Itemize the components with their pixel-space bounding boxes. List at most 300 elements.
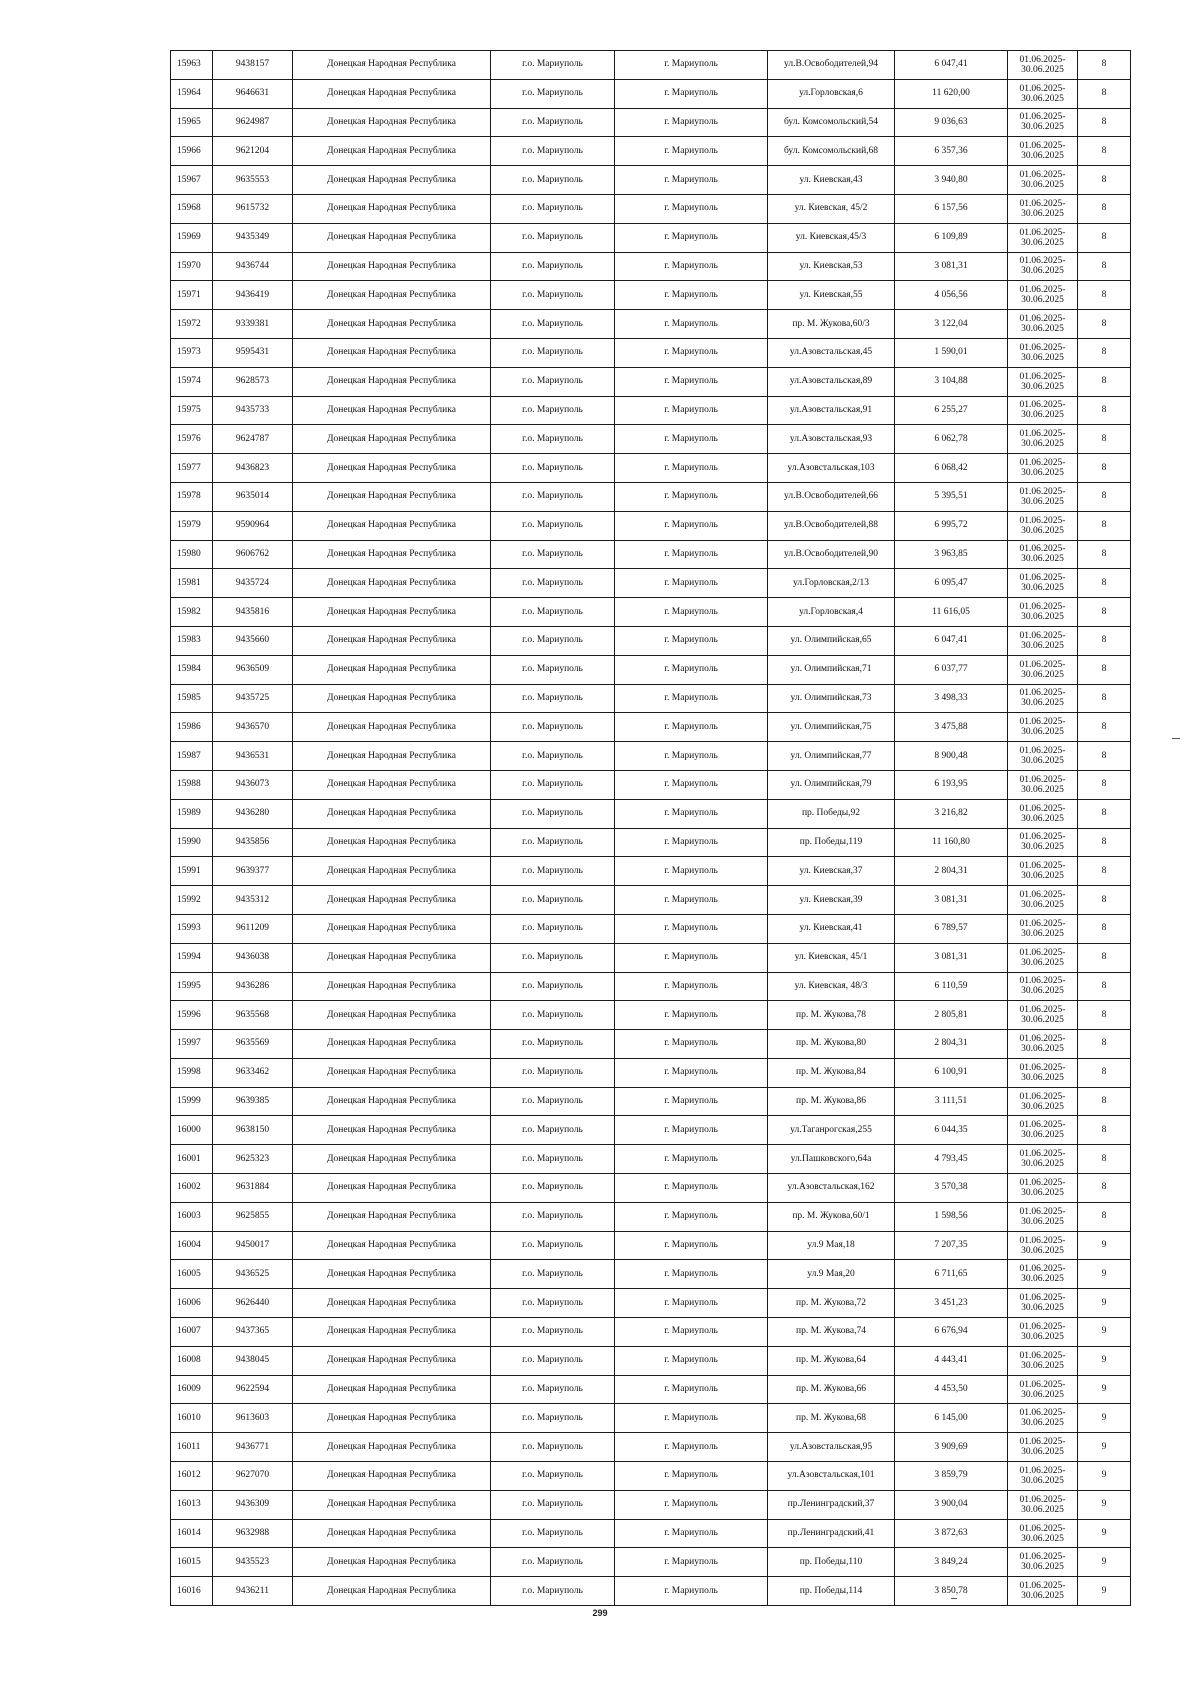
address-cell: ул. Олимпийская,77 bbox=[768, 742, 895, 771]
region-cell: Донецкая Народная Республика bbox=[293, 51, 491, 80]
period-end: 30.06.2025 bbox=[1021, 381, 1064, 392]
address-cell: ул.Азовстальская,95 bbox=[768, 1433, 895, 1462]
district-cell: г.о. Мариуполь bbox=[491, 511, 615, 540]
table-row bbox=[171, 1174, 1131, 1203]
table-row bbox=[171, 1260, 1131, 1289]
value-cell: 9 bbox=[1078, 1260, 1131, 1289]
region-cell: Донецкая Народная Республика bbox=[293, 569, 491, 598]
period-end: 30.06.2025 bbox=[1021, 784, 1064, 795]
row-number-cell: 15971 bbox=[171, 281, 213, 310]
address-cell: ул.Горловская,6 bbox=[768, 79, 895, 108]
district-cell: г.о. Мариуполь bbox=[491, 886, 615, 915]
account-id-cell: 9628573 bbox=[213, 367, 293, 396]
value-cell: 8 bbox=[1078, 857, 1131, 886]
value-cell: 8 bbox=[1078, 425, 1131, 454]
amount-cell: 6 255,27 bbox=[895, 396, 1008, 425]
period-cell bbox=[1008, 482, 1078, 511]
value-cell: 9 bbox=[1078, 1548, 1131, 1577]
table-row bbox=[171, 367, 1131, 396]
value-cell: 8 bbox=[1078, 281, 1131, 310]
district-cell: г.о. Мариуполь bbox=[491, 684, 615, 713]
city-cell: г. Мариуполь bbox=[615, 799, 768, 828]
account-id-cell: 9631884 bbox=[213, 1174, 293, 1203]
row-number-cell: 16010 bbox=[171, 1404, 213, 1433]
city-cell: г. Мариуполь bbox=[615, 713, 768, 742]
table-row bbox=[171, 1058, 1131, 1087]
region-cell: Донецкая Народная Республика bbox=[293, 1462, 491, 1491]
table-row bbox=[171, 972, 1131, 1001]
value-cell: 8 bbox=[1078, 713, 1131, 742]
period-cell bbox=[1008, 626, 1078, 655]
period-end: 30.06.2025 bbox=[1021, 180, 1064, 191]
period-end: 30.06.2025 bbox=[1021, 1591, 1064, 1602]
address-cell: пр. М. Жукова,64 bbox=[768, 1346, 895, 1375]
period-cell bbox=[1008, 943, 1078, 972]
period-end: 30.06.2025 bbox=[1021, 583, 1064, 594]
period-start: 01.06.2025- bbox=[1019, 1293, 1066, 1304]
address-cell: пр.Ленинградский,37 bbox=[768, 1490, 895, 1519]
address-cell: пр. М. Жукова,86 bbox=[768, 1087, 895, 1116]
period-start: 01.06.2025- bbox=[1019, 458, 1066, 469]
period-cell bbox=[1008, 367, 1078, 396]
period-cell bbox=[1008, 223, 1078, 252]
value-cell: 8 bbox=[1078, 914, 1131, 943]
row-number-cell: 15966 bbox=[171, 137, 213, 166]
table-row bbox=[171, 1145, 1131, 1174]
account-id-cell: 9626440 bbox=[213, 1289, 293, 1318]
period-cell bbox=[1008, 598, 1078, 627]
address-cell: пр. М. Жукова,78 bbox=[768, 1001, 895, 1030]
amount-cell: 3 081,31 bbox=[895, 252, 1008, 281]
region-cell: Донецкая Народная Республика bbox=[293, 742, 491, 771]
district-cell: г.о. Мариуполь bbox=[491, 626, 615, 655]
account-id-cell: 9639385 bbox=[213, 1087, 293, 1116]
period-cell bbox=[1008, 137, 1078, 166]
address-cell: ул. Киевская, 45/2 bbox=[768, 194, 895, 223]
district-cell: г.о. Мариуполь bbox=[491, 223, 615, 252]
amount-cell: 6 676,94 bbox=[895, 1318, 1008, 1347]
account-id-cell: 9339381 bbox=[213, 310, 293, 339]
period-end: 30.06.2025 bbox=[1021, 1389, 1064, 1400]
city-cell: г. Мариуполь bbox=[615, 137, 768, 166]
row-number-cell: 16015 bbox=[171, 1548, 213, 1577]
period-cell bbox=[1008, 1548, 1078, 1577]
period-end: 30.06.2025 bbox=[1021, 64, 1064, 75]
row-number-cell: 15992 bbox=[171, 886, 213, 915]
address-cell: бул. Комсомольский,68 bbox=[768, 137, 895, 166]
period-end: 30.06.2025 bbox=[1021, 1187, 1064, 1198]
period-cell bbox=[1008, 1404, 1078, 1433]
district-cell: г.о. Мариуполь bbox=[491, 972, 615, 1001]
period-start: 01.06.2025- bbox=[1019, 1379, 1066, 1390]
city-cell: г. Мариуполь bbox=[615, 1318, 768, 1347]
amount-cell: 3 859,79 bbox=[895, 1462, 1008, 1491]
account-id-cell: 9436419 bbox=[213, 281, 293, 310]
amount-cell: 6 193,95 bbox=[895, 770, 1008, 799]
address-cell: ул. Олимпийская,65 bbox=[768, 626, 895, 655]
amount-cell: 6 062,78 bbox=[895, 425, 1008, 454]
value-cell: 8 bbox=[1078, 770, 1131, 799]
row-number-cell: 15982 bbox=[171, 598, 213, 627]
table-row bbox=[171, 742, 1131, 771]
table-row bbox=[171, 51, 1131, 80]
amount-cell: 8 900,48 bbox=[895, 742, 1008, 771]
value-cell: 8 bbox=[1078, 828, 1131, 857]
amount-cell: 2 804,31 bbox=[895, 857, 1008, 886]
account-id-cell: 9436525 bbox=[213, 1260, 293, 1289]
row-number-cell: 16013 bbox=[171, 1490, 213, 1519]
row-number-cell: 16000 bbox=[171, 1116, 213, 1145]
period-end: 30.06.2025 bbox=[1021, 93, 1064, 104]
value-cell: 8 bbox=[1078, 943, 1131, 972]
account-id-cell: 9632988 bbox=[213, 1519, 293, 1548]
district-cell: г.о. Мариуполь bbox=[491, 1433, 615, 1462]
amount-cell: 6 047,41 bbox=[895, 626, 1008, 655]
table-row bbox=[171, 137, 1131, 166]
period-start: 01.06.2025- bbox=[1019, 371, 1066, 382]
value-cell: 9 bbox=[1078, 1318, 1131, 1347]
period-cell bbox=[1008, 1001, 1078, 1030]
account-id-cell: 9611209 bbox=[213, 914, 293, 943]
district-cell: г.о. Мариуполь bbox=[491, 454, 615, 483]
value-cell: 8 bbox=[1078, 598, 1131, 627]
period-start: 01.06.2025- bbox=[1019, 1437, 1066, 1448]
amount-cell: 3 872,63 bbox=[895, 1519, 1008, 1548]
table-row bbox=[171, 857, 1131, 886]
row-number-cell: 15963 bbox=[171, 51, 213, 80]
period-start: 01.06.2025- bbox=[1019, 54, 1066, 65]
district-cell: г.о. Мариуполь bbox=[491, 828, 615, 857]
period-start: 01.06.2025- bbox=[1019, 1149, 1066, 1160]
region-cell: Донецкая Народная Республика bbox=[293, 1577, 491, 1606]
period-start: 01.06.2025- bbox=[1019, 1091, 1066, 1102]
account-id-cell: 9639377 bbox=[213, 857, 293, 886]
address-cell: пр. М. Жукова,68 bbox=[768, 1404, 895, 1433]
period-start: 01.06.2025- bbox=[1019, 1264, 1066, 1275]
value-cell: 8 bbox=[1078, 223, 1131, 252]
district-cell: г.о. Мариуполь bbox=[491, 79, 615, 108]
account-id-cell: 9625323 bbox=[213, 1145, 293, 1174]
account-id-cell: 9435349 bbox=[213, 223, 293, 252]
period-end: 30.06.2025 bbox=[1021, 1216, 1064, 1227]
table-body bbox=[171, 51, 1131, 1606]
period-cell bbox=[1008, 1260, 1078, 1289]
city-cell: г. Мариуполь bbox=[615, 655, 768, 684]
account-id-cell: 9627070 bbox=[213, 1462, 293, 1491]
row-number-cell: 16002 bbox=[171, 1174, 213, 1203]
value-cell: 8 bbox=[1078, 1001, 1131, 1030]
period-start: 01.06.2025- bbox=[1019, 659, 1066, 670]
row-number-cell: 15993 bbox=[171, 914, 213, 943]
table-row bbox=[171, 108, 1131, 137]
row-number-cell: 15994 bbox=[171, 943, 213, 972]
period-cell bbox=[1008, 684, 1078, 713]
period-end: 30.06.2025 bbox=[1021, 1475, 1064, 1486]
district-cell: г.о. Мариуполь bbox=[491, 396, 615, 425]
row-number-cell: 15983 bbox=[171, 626, 213, 655]
row-number-cell: 16014 bbox=[171, 1519, 213, 1548]
table-row bbox=[171, 1577, 1131, 1606]
amount-cell: 6 995,72 bbox=[895, 511, 1008, 540]
city-cell: г. Мариуполь bbox=[615, 454, 768, 483]
amount-cell: 2 805,81 bbox=[895, 1001, 1008, 1030]
district-cell: г.о. Мариуполь bbox=[491, 1375, 615, 1404]
row-number-cell: 15974 bbox=[171, 367, 213, 396]
account-id-cell: 9437365 bbox=[213, 1318, 293, 1347]
table-row bbox=[171, 166, 1131, 195]
city-cell: г. Мариуполь bbox=[615, 1087, 768, 1116]
district-cell: г.о. Мариуполь bbox=[491, 51, 615, 80]
account-id-cell: 9450017 bbox=[213, 1231, 293, 1260]
address-cell: ул. Киевская,43 bbox=[768, 166, 895, 195]
city-cell: г. Мариуполь bbox=[615, 310, 768, 339]
period-start: 01.06.2025- bbox=[1019, 890, 1066, 900]
table-row bbox=[171, 713, 1131, 742]
region-cell: Донецкая Народная Республика bbox=[293, 511, 491, 540]
period-cell bbox=[1008, 857, 1078, 886]
amount-cell: 1 590,01 bbox=[895, 338, 1008, 367]
value-cell: 8 bbox=[1078, 51, 1131, 80]
region-cell: Донецкая Народная Республика bbox=[293, 598, 491, 627]
period-end: 30.06.2025 bbox=[1021, 1101, 1064, 1112]
amount-cell: 2 804,31 bbox=[895, 1030, 1008, 1059]
row-number-cell: 15973 bbox=[171, 338, 213, 367]
period-cell bbox=[1008, 396, 1078, 425]
amount-cell: 6 157,56 bbox=[895, 194, 1008, 223]
period-start: 01.06.2025- bbox=[1019, 746, 1066, 757]
address-cell: пр. М. Жукова,74 bbox=[768, 1318, 895, 1347]
city-cell: г. Мариуполь bbox=[615, 1116, 768, 1145]
city-cell: г. Мариуполь bbox=[615, 770, 768, 799]
district-cell: г.о. Мариуполь bbox=[491, 252, 615, 281]
address-cell: ул.Горловская,2/13 bbox=[768, 569, 895, 598]
table-row bbox=[171, 1087, 1131, 1116]
city-cell: г. Мариуполь bbox=[615, 1490, 768, 1519]
table-row bbox=[171, 1202, 1131, 1231]
district-cell: г.о. Мариуполь bbox=[491, 799, 615, 828]
city-cell: г. Мариуполь bbox=[615, 1001, 768, 1030]
row-number-cell: 15981 bbox=[171, 569, 213, 598]
region-cell: Донецкая Народная Республика bbox=[293, 1289, 491, 1318]
table-row bbox=[171, 1030, 1131, 1059]
period-start: 01.06.2025- bbox=[1019, 573, 1066, 584]
amount-cell: 3 475,88 bbox=[895, 713, 1008, 742]
row-number-cell: 16007 bbox=[171, 1318, 213, 1347]
amount-cell: 3 451,23 bbox=[895, 1289, 1008, 1318]
address-cell: ул.Азовстальская,103 bbox=[768, 454, 895, 483]
period-cell bbox=[1008, 972, 1078, 1001]
registry-table-container bbox=[170, 50, 1130, 1606]
period-start: 01.06.2025- bbox=[1019, 1206, 1066, 1217]
period-start: 01.06.2025- bbox=[1019, 486, 1066, 497]
table-row bbox=[171, 79, 1131, 108]
row-number-cell: 15997 bbox=[171, 1030, 213, 1059]
region-cell: Донецкая Народная Республика bbox=[293, 482, 491, 511]
value-cell: 9 bbox=[1078, 1231, 1131, 1260]
address-cell: бул. Комсомольский,54 bbox=[768, 108, 895, 137]
account-id-cell: 9606762 bbox=[213, 540, 293, 569]
period-cell bbox=[1008, 742, 1078, 771]
value-cell: 8 bbox=[1078, 1145, 1131, 1174]
value-cell: 9 bbox=[1078, 1577, 1131, 1606]
value-cell: 8 bbox=[1078, 972, 1131, 1001]
period-start: 01.06.2025- bbox=[1019, 1494, 1066, 1505]
table-row bbox=[171, 482, 1131, 511]
period-start: 01.06.2025- bbox=[1019, 1062, 1066, 1073]
district-cell: г.о. Мариуполь bbox=[491, 914, 615, 943]
row-number-cell: 15996 bbox=[171, 1001, 213, 1030]
district-cell: г.о. Мариуполь bbox=[491, 655, 615, 684]
amount-cell: 3 940,80 bbox=[895, 166, 1008, 195]
period-end: 30.06.2025 bbox=[1021, 1418, 1064, 1429]
period-start: 01.06.2025- bbox=[1019, 1552, 1066, 1563]
period-cell bbox=[1008, 338, 1078, 367]
account-id-cell: 9436309 bbox=[213, 1490, 293, 1519]
amount-cell: 6 037,77 bbox=[895, 655, 1008, 684]
region-cell: Донецкая Народная Республика bbox=[293, 79, 491, 108]
account-id-cell: 9435725 bbox=[213, 684, 293, 713]
city-cell: г. Мариуполь bbox=[615, 194, 768, 223]
value-cell: 9 bbox=[1078, 1462, 1131, 1491]
period-end: 30.06.2025 bbox=[1021, 1043, 1064, 1054]
account-id-cell: 9435724 bbox=[213, 569, 293, 598]
address-cell: ул.Азовстальская,162 bbox=[768, 1174, 895, 1203]
district-cell: г.о. Мариуполь bbox=[491, 1116, 615, 1145]
district-cell: г.о. Мариуполь bbox=[491, 713, 615, 742]
period-start: 01.06.2025- bbox=[1019, 198, 1066, 209]
district-cell: г.о. Мариуполь bbox=[491, 1346, 615, 1375]
table-row bbox=[171, 1519, 1131, 1548]
period-start: 01.06.2025- bbox=[1019, 630, 1066, 641]
district-cell: г.о. Мариуполь bbox=[491, 137, 615, 166]
city-cell: г. Мариуполь bbox=[615, 1202, 768, 1231]
amount-cell: 11 616,05 bbox=[895, 598, 1008, 627]
row-number-cell: 15989 bbox=[171, 799, 213, 828]
account-id-cell: 9435312 bbox=[213, 886, 293, 915]
period-start: 01.06.2025- bbox=[1019, 861, 1066, 872]
period-end: 30.06.2025 bbox=[1021, 1274, 1064, 1285]
period-end: 30.06.2025 bbox=[1021, 208, 1064, 219]
city-cell: г. Мариуполь bbox=[615, 1174, 768, 1203]
district-cell: г.о. Мариуполь bbox=[491, 1490, 615, 1519]
row-number-cell: 15980 bbox=[171, 540, 213, 569]
row-number-cell: 15999 bbox=[171, 1087, 213, 1116]
address-cell: ул.Таганрогская,255 bbox=[768, 1116, 895, 1145]
city-cell: г. Мариуполь bbox=[615, 626, 768, 655]
amount-cell: 6 789,57 bbox=[895, 914, 1008, 943]
value-cell: 8 bbox=[1078, 1087, 1131, 1116]
amount-cell: 4 453,50 bbox=[895, 1375, 1008, 1404]
region-cell: Донецкая Народная Республика bbox=[293, 626, 491, 655]
region-cell: Донецкая Народная Республика bbox=[293, 194, 491, 223]
address-cell: ул. Киевская,41 bbox=[768, 914, 895, 943]
region-cell: Донецкая Народная Республика bbox=[293, 1404, 491, 1433]
district-cell: г.о. Мариуполь bbox=[491, 742, 615, 771]
row-number-cell: 15991 bbox=[171, 857, 213, 886]
period-end: 30.06.2025 bbox=[1021, 151, 1064, 162]
table-row bbox=[171, 799, 1131, 828]
district-cell: г.о. Мариуполь bbox=[491, 1087, 615, 1116]
amount-cell: 6 357,36 bbox=[895, 137, 1008, 166]
address-cell: ул.Азовстальская,93 bbox=[768, 425, 895, 454]
period-cell bbox=[1008, 1087, 1078, 1116]
district-cell: г.о. Мариуполь bbox=[491, 367, 615, 396]
period-start: 01.06.2025- bbox=[1019, 314, 1066, 325]
value-cell: 8 bbox=[1078, 886, 1131, 915]
row-number-cell: 16011 bbox=[171, 1433, 213, 1462]
value-cell: 8 bbox=[1078, 396, 1131, 425]
row-number-cell: 15986 bbox=[171, 713, 213, 742]
city-cell: г. Мариуполь bbox=[615, 223, 768, 252]
address-cell: ул. Олимпийская,79 bbox=[768, 770, 895, 799]
account-id-cell: 9633462 bbox=[213, 1058, 293, 1087]
value-cell: 8 bbox=[1078, 454, 1131, 483]
city-cell: г. Мариуполь bbox=[615, 1289, 768, 1318]
period-start: 01.06.2025- bbox=[1019, 400, 1066, 411]
region-cell: Донецкая Народная Республика bbox=[293, 1058, 491, 1087]
value-cell: 8 bbox=[1078, 799, 1131, 828]
period-cell bbox=[1008, 1030, 1078, 1059]
region-cell: Донецкая Народная Республика bbox=[293, 1231, 491, 1260]
region-cell: Донецкая Народная Республика bbox=[293, 655, 491, 684]
address-cell: ул.В.Освободителей,94 bbox=[768, 51, 895, 80]
row-number-cell: 15987 bbox=[171, 742, 213, 771]
table-row bbox=[171, 1116, 1131, 1145]
region-cell: Донецкая Народная Республика bbox=[293, 367, 491, 396]
period-cell bbox=[1008, 454, 1078, 483]
period-end: 30.06.2025 bbox=[1021, 439, 1064, 450]
account-id-cell: 9635568 bbox=[213, 1001, 293, 1030]
district-cell: г.о. Мариуполь bbox=[491, 540, 615, 569]
district-cell: г.о. Мариуполь bbox=[491, 425, 615, 454]
account-id-cell: 9436570 bbox=[213, 713, 293, 742]
period-cell bbox=[1008, 425, 1078, 454]
amount-cell: 11 160,80 bbox=[895, 828, 1008, 857]
region-cell: Донецкая Народная Республика bbox=[293, 137, 491, 166]
amount-cell: 6 095,47 bbox=[895, 569, 1008, 598]
region-cell: Донецкая Народная Республика bbox=[293, 684, 491, 713]
table-row bbox=[171, 1346, 1131, 1375]
city-cell: г. Мариуполь bbox=[615, 540, 768, 569]
amount-cell: 3 849,24 bbox=[895, 1548, 1008, 1577]
scan-mark bbox=[951, 1598, 957, 1599]
amount-cell: 6 145,00 bbox=[895, 1404, 1008, 1433]
period-end: 30.06.2025 bbox=[1021, 1360, 1064, 1371]
amount-cell: 6 110,59 bbox=[895, 972, 1008, 1001]
period-start: 01.06.2025- bbox=[1019, 1350, 1066, 1361]
district-cell: г.о. Мариуполь bbox=[491, 1289, 615, 1318]
region-cell: Донецкая Народная Республика bbox=[293, 1260, 491, 1289]
row-number-cell: 16001 bbox=[171, 1145, 213, 1174]
district-cell: г.о. Мариуполь bbox=[491, 1462, 615, 1491]
period-start: 01.06.2025- bbox=[1019, 429, 1066, 440]
region-cell: Донецкая Народная Республика bbox=[293, 1087, 491, 1116]
value-cell: 9 bbox=[1078, 1519, 1131, 1548]
registry-table bbox=[170, 50, 1131, 1606]
period-cell bbox=[1008, 1116, 1078, 1145]
period-start: 01.06.2025- bbox=[1019, 1321, 1066, 1332]
row-number-cell: 15985 bbox=[171, 684, 213, 713]
period-end: 30.06.2025 bbox=[1021, 122, 1064, 133]
period-start: 01.06.2025- bbox=[1019, 1120, 1066, 1131]
period-end: 30.06.2025 bbox=[1021, 237, 1064, 248]
amount-cell: 3 963,85 bbox=[895, 540, 1008, 569]
city-cell: г. Мариуполь bbox=[615, 396, 768, 425]
address-cell: ул. Киевская,53 bbox=[768, 252, 895, 281]
value-cell: 8 bbox=[1078, 367, 1131, 396]
district-cell: г.о. Мариуполь bbox=[491, 1145, 615, 1174]
address-cell: ул.9 Мая,18 bbox=[768, 1231, 895, 1260]
